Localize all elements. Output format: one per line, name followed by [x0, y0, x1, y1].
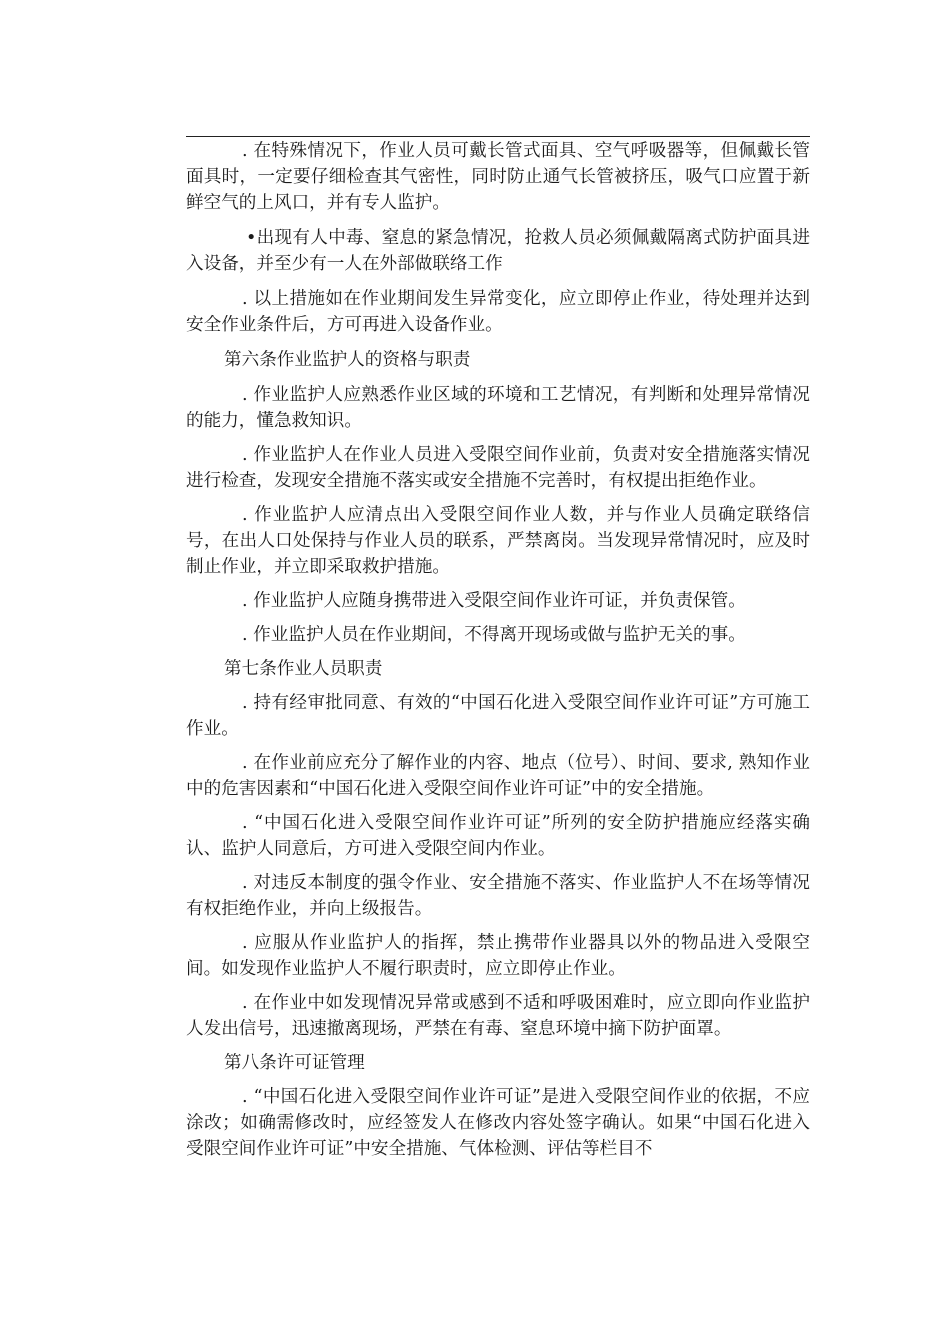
section-heading: 第七条作业人员职责	[224, 659, 383, 679]
body-paragraph: . 以上措施如在作业期间发生异常变化，应立即停止作业，待处理并达到安全作业条件后，方可再进入设备作业。	[186, 289, 810, 335]
body-paragraph: . 在特殊情况下，作业人员可戴长管式面具、空气呼吸器等，但佩戴长管面具时，一定要仔细检查其气密性，同时防止通气长管被挤压，吸气口应置于新鲜空气的上风口，并有专人监护。	[186, 141, 810, 213]
body-paragraph: . 对违反本制度的强令作业、安全措施不落实、作业监护人不在场等情况有权拒绝作业，并向上级报告。	[186, 873, 810, 919]
body-paragraph: . 持有经审批同意、有效的“中国石化进入受限空间作业许可证”方可施工作业。	[186, 693, 810, 739]
body-paragraph: . 作业监护人应熟悉作业区域的环境和工艺情况，有判断和处理异常情况的能力，懂急救知识。	[186, 385, 810, 431]
body-paragraph: •出现有人中毒、窒息的紧急情况，抢救人员必须佩戴隔离式防护面具进入设备，并至少有一人在外部做联络工作	[186, 228, 810, 274]
body-paragraph: . 作业监护人应清点出入受限空间作业人数，并与作业人员确定联络信号，在出人口处保持与作业人员的联系，严禁离岗。当发现异常情况时，应及时制止作业，并立即采取救护措施。	[186, 505, 810, 577]
body-paragraph: . 作业监护人应随身携带进入受限空间作业许可证，并负责保管。	[242, 591, 746, 611]
body-paragraph: . 在作业中如发现情况异常或感到不适和呼吸困难时，应立即向作业监护人发出信号，迅速撤离现场，严禁在有毒、窒息环境中摘下防护面罩。	[186, 993, 810, 1039]
document-body	[186, 138, 810, 1162]
body-paragraph: . 作业监护人员在作业期间，不得离开现场或做与监护无关的事。	[242, 625, 746, 645]
body-paragraph: . “中国石化进入受限空间作业许可证”是进入受限空间作业的依据，不应涂改；如确需修改时，应经签发人在修改内容处签字确认。如果“中国石化进入受限空间作业许可证”中安全措施、气体检测、评估等栏目不	[186, 1087, 810, 1159]
header-rule	[186, 136, 810, 137]
body-paragraph: . “中国石化进入受限空间作业许可证”所列的安全防护措施应经落实确认、监护人同意后，方可进入受限空间内作业。	[186, 813, 810, 859]
body-paragraph: . 在作业前应充分了解作业的内容、地点（位号）、时间、要求, 熟知作业中的危害因素和“中国石化进入受限空间作业许可证”中的安全措施。	[186, 753, 810, 799]
section-heading: 第八条许可证管理	[224, 1053, 365, 1073]
section-heading: 第六条作业监护人的资格与职责	[224, 350, 471, 370]
body-paragraph: . 应服从作业监护人的指挥，禁止携带作业器具以外的物品进入受限空间。如发现作业监护人不履行职责时，应立即停止作业。	[186, 933, 810, 979]
body-paragraph: . 作业监护人在作业人员进入受限空间作业前，负责对安全措施落实情况进行检查，发现安全措施不落实或安全措施不完善时，有权提出拒绝作业。	[186, 445, 810, 491]
